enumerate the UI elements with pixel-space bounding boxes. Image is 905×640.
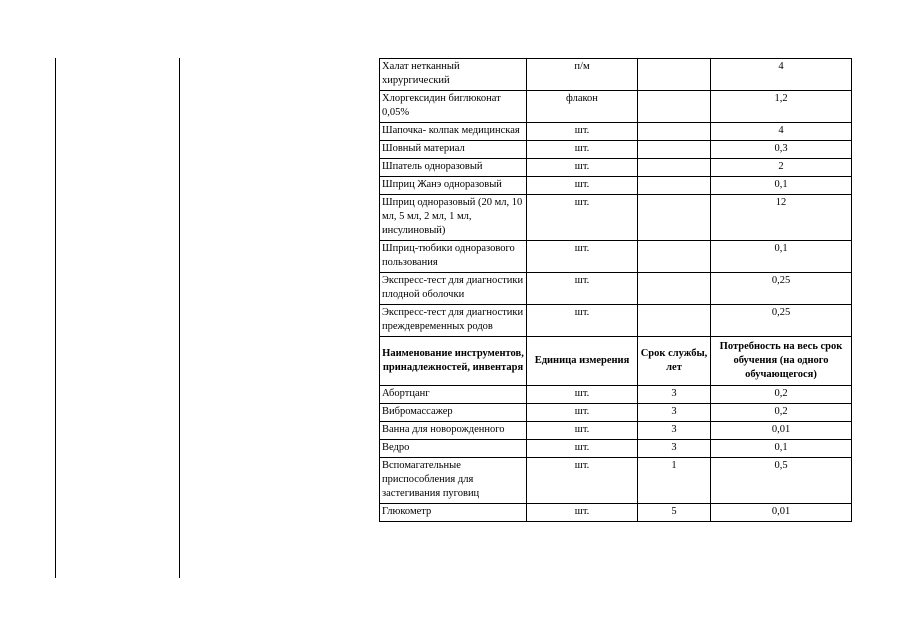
cell-term [638,141,711,159]
header-unit: Единица измерения [527,337,638,386]
table-row [380,91,852,123]
cell-unit: флакон [527,91,638,123]
table-row [380,159,852,177]
cell-term: 3 [638,440,711,458]
cell-need: 0,1 [711,177,852,195]
table-row [380,273,852,305]
table-row [380,504,852,522]
cell-name: Ведро [380,440,527,458]
cell-need: 2 [711,159,852,177]
cell-need: 1,2 [711,91,852,123]
cell-term: 3 [638,386,711,404]
cell-term [638,159,711,177]
cell-unit: шт. [527,195,638,241]
table-row [380,305,852,337]
cell-need: 0,3 [711,141,852,159]
cell-unit: п/м [527,59,638,91]
cell-name: Шприц Жанэ одноразовый [380,177,527,195]
cell-need: 0,01 [711,422,852,440]
cell-unit: шт. [527,422,638,440]
cell-term [638,241,711,273]
table-body-instruments [380,386,852,522]
header-need: Потребность на весь срок обучения (на одного обучающегося) [711,337,852,386]
cell-unit: шт. [527,458,638,504]
cell-name: Шприц-тюбики одноразового пользования [380,241,527,273]
table-row [380,59,852,91]
cell-name: Хлоргексидин биглюконат 0,05% [380,91,527,123]
cell-need: 0,1 [711,241,852,273]
cell-need: 12 [711,195,852,241]
cell-name: Вибромассажер [380,404,527,422]
cell-need: 0,1 [711,440,852,458]
cell-need: 0,2 [711,386,852,404]
table-row [380,141,852,159]
table-row [380,177,852,195]
left-border-line [55,58,56,578]
cell-name: Экспресс-тест для диагностики преждевременных родов [380,305,527,337]
cell-term [638,59,711,91]
cell-name: Шприц одноразовый (20 мл, 10 мл, 5 мл, 2 мл, 1 мл, инсулиновый) [380,195,527,241]
cell-unit: шт. [527,504,638,522]
table-row [380,386,852,404]
cell-name: Вспомагательные приспособления для застегивания пуговиц [380,458,527,504]
cell-need: 4 [711,59,852,91]
cell-term [638,195,711,241]
table-row [380,404,852,422]
cell-name: Экспресс-тест для диагностики плодной оболочки [380,273,527,305]
table-header-instruments [380,337,852,386]
cell-name: Шпатель одноразовый [380,159,527,177]
cell-unit: шт. [527,305,638,337]
cell-unit: шт. [527,241,638,273]
header-term: Срок службы, лет [638,337,711,386]
table-row [380,123,852,141]
cell-term [638,305,711,337]
cell-name: Шапочка- колпак медицинская [380,123,527,141]
header-name: Наименование инструментов, принадлежностей, инвентаря [380,337,527,386]
cell-unit: шт. [527,386,638,404]
table-row [380,195,852,241]
cell-need: 0,2 [711,404,852,422]
cell-need: 0,25 [711,273,852,305]
table-body-consumables [380,59,852,337]
table-row [380,422,852,440]
cell-need: 4 [711,123,852,141]
cell-unit: шт. [527,404,638,422]
cell-name: Шовный материал [380,141,527,159]
cell-unit: шт. [527,273,638,305]
cell-term: 5 [638,504,711,522]
table-row [380,440,852,458]
cell-term: 3 [638,404,711,422]
equipment-table [379,58,852,522]
cell-term [638,177,711,195]
cell-name: Глюкометр [380,504,527,522]
left-column-divider [179,58,180,578]
cell-need: 0,5 [711,458,852,504]
table-row [380,241,852,273]
table-row [380,458,852,504]
cell-need: 0,01 [711,504,852,522]
cell-term: 3 [638,422,711,440]
cell-need: 0,25 [711,305,852,337]
cell-term [638,273,711,305]
cell-unit: шт. [527,440,638,458]
cell-unit: шт. [527,159,638,177]
cell-unit: шт. [527,177,638,195]
table-header-row [380,337,852,386]
cell-term [638,123,711,141]
cell-name: Абортцанг [380,386,527,404]
cell-unit: шт. [527,123,638,141]
cell-unit: шт. [527,141,638,159]
cell-term: 1 [638,458,711,504]
cell-name: Ванна для новорожденного [380,422,527,440]
cell-name: Халат нетканный хирургический [380,59,527,91]
cell-term [638,91,711,123]
